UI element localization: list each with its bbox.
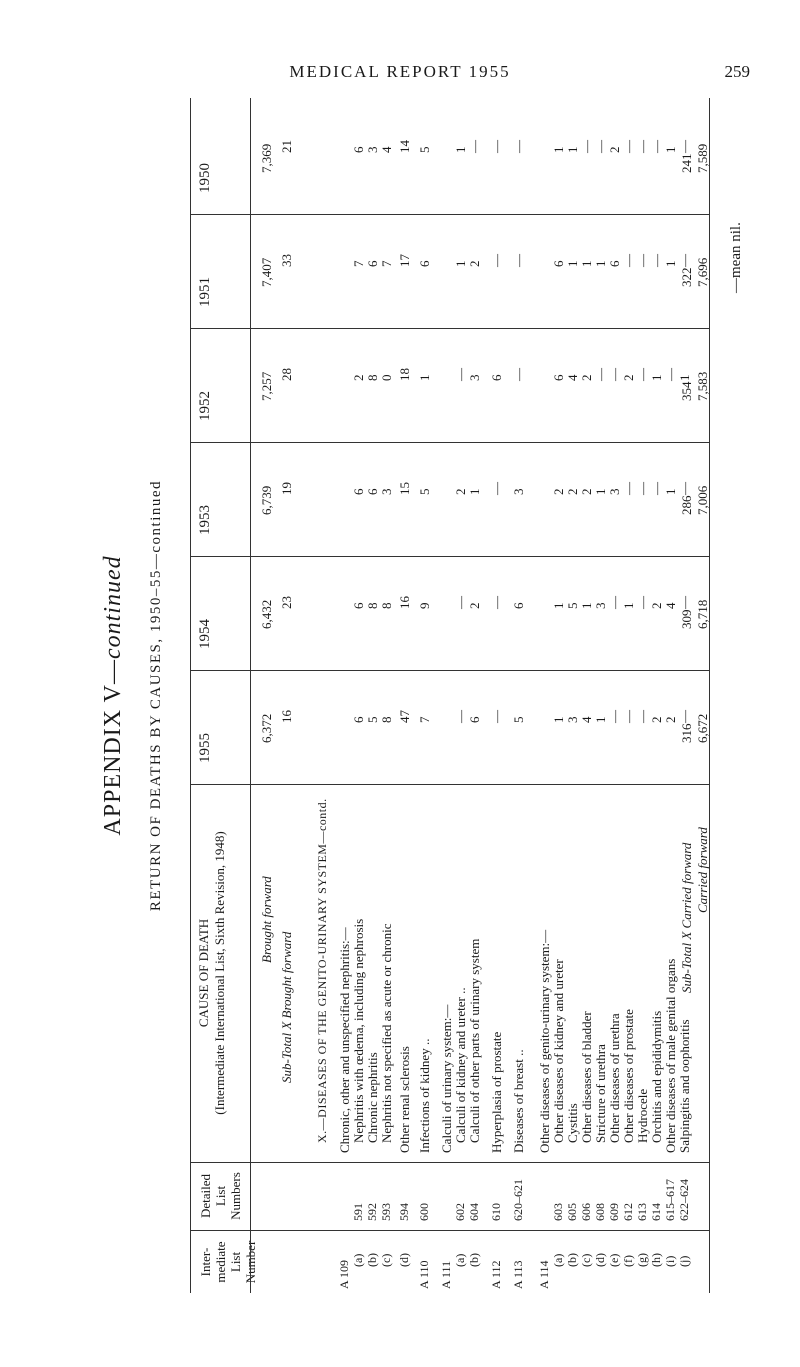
intermediate-list-number: (i) [663, 1255, 677, 1267]
value-cell: 2 [565, 488, 580, 495]
column-rule [190, 442, 710, 443]
value-cell: 6 [551, 374, 566, 381]
cause-of-death: Other diseases of bladder [579, 1011, 594, 1143]
section-title: X.—DISEASES OF THE GENITO-URINARY SYSTEM—contd. [315, 798, 329, 1143]
intermediate-list-number: (b) [565, 1253, 579, 1267]
value-cell: 8 [365, 374, 380, 381]
value-cell: 2 [453, 488, 468, 495]
value-cell: 2 [649, 716, 664, 723]
cause-of-death: Hydrocele [635, 1088, 650, 1143]
intermediate-list-number: (j) [677, 1255, 691, 1267]
value-cell: 6 [489, 374, 504, 381]
value-cell: — [649, 140, 664, 153]
cause-of-death: Other diseases of kidney and ureter [551, 959, 566, 1143]
value-cell: 3 [511, 488, 526, 495]
value-cell: 1 [593, 260, 608, 267]
page-title: MEDICAL REPORT 1955 [289, 62, 511, 81]
value-cell: 1 [579, 260, 594, 267]
detailed-list-number: 609 [607, 1203, 621, 1221]
value-cell: 316 [679, 723, 694, 743]
value-cell: — [579, 140, 594, 153]
value-cell: 4 [663, 602, 678, 609]
value-cell: 7,696 [695, 257, 710, 287]
value-cell: 6,432 [259, 599, 274, 629]
column-rule [190, 556, 710, 557]
value-cell: — [677, 140, 692, 153]
value-cell: 309 [679, 609, 694, 629]
value-cell: 2 [649, 602, 664, 609]
intermediate-list-number: A 109 [337, 1259, 351, 1289]
value-cell: 6,372 [259, 713, 274, 743]
value-cell: — [677, 482, 692, 495]
value-cell: — [593, 140, 608, 153]
detailed-list-number: 608 [593, 1203, 607, 1221]
intermediate-list-number: (a) [551, 1253, 565, 1267]
value-cell: — [489, 140, 504, 153]
value-cell: 33 [279, 254, 294, 267]
value-cell: 1 [649, 374, 664, 381]
value-cell: 7 [379, 260, 394, 267]
page-number: 259 [724, 62, 750, 81]
footnote: —mean nil. [728, 222, 744, 293]
value-cell: 6,739 [259, 485, 274, 515]
column-rule [190, 784, 710, 785]
value-cell: 14 [397, 140, 412, 153]
value-cell: 6 [417, 260, 432, 267]
table-subtitle: RETURN OF DEATHS BY CAUSES, 1950–55—continued [148, 479, 164, 912]
value-cell: 241 [679, 153, 694, 173]
cause-of-death: Calculi of other parts of urinary system [467, 938, 482, 1143]
intermediate-list-number: A 110 [417, 1260, 431, 1289]
value-cell: — [677, 596, 692, 609]
detailed-list-number: 613 [635, 1203, 649, 1221]
value-cell: — [635, 482, 650, 495]
column-rule [190, 214, 710, 215]
value-cell: 6 [351, 488, 366, 495]
value-cell: 6 [365, 260, 380, 267]
cause-of-death: Brought forward [259, 876, 274, 963]
value-cell: — [607, 596, 622, 609]
cause-of-death: Other diseases of male genital organs [663, 958, 678, 1153]
value-cell: 2 [551, 488, 566, 495]
value-cell: 1 [593, 488, 608, 495]
column-rule [190, 328, 710, 329]
detailed-list-number: 604 [467, 1203, 481, 1221]
value-cell: 1 [663, 488, 678, 495]
value-cell: 2 [663, 716, 678, 723]
value-cell: 28 [279, 368, 294, 381]
value-cell: 5 [417, 488, 432, 495]
value-cell: — [453, 710, 468, 723]
header-year: 1954 [197, 619, 213, 649]
cause-of-death: Cystitis [565, 1103, 580, 1143]
value-cell: 1 [663, 146, 678, 153]
intermediate-list-number: (e) [607, 1253, 621, 1267]
value-cell: 7,006 [695, 485, 710, 515]
value-cell: 3 [467, 374, 482, 381]
cause-of-death: Calculi of urinary system:— [439, 1004, 454, 1153]
value-cell: 1 [593, 716, 608, 723]
cause-of-death: Hyperplasia of prostate [489, 1031, 504, 1153]
detailed-list-number: 615–617 [663, 1179, 677, 1221]
cause-of-death: Nephritis not specified as acute or chronic [379, 923, 394, 1143]
header-cause-sub: (Intermediate International List, Sixth Revision, 1948) [212, 831, 227, 1115]
value-cell: 8 [379, 602, 394, 609]
value-cell: 6 [467, 716, 482, 723]
value-cell: — [649, 482, 664, 495]
value-cell: 1 [467, 488, 482, 495]
value-cell: — [677, 254, 692, 267]
value-cell: — [663, 368, 678, 381]
table-top-rule [190, 98, 191, 1293]
cause-of-death: Chronic, other and unspecified nephritis:— [337, 927, 352, 1153]
intermediate-list-number: A 113 [511, 1260, 525, 1289]
value-cell: 1 [551, 716, 566, 723]
intermediate-list-number: A 114 [537, 1260, 551, 1289]
value-cell: 1 [579, 602, 594, 609]
deaths-table [190, 98, 710, 1293]
value-cell: 1 [621, 602, 636, 609]
value-cell: 6 [607, 260, 622, 267]
intermediate-list-number: (a) [453, 1253, 467, 1267]
value-cell: 15 [397, 482, 412, 495]
appendix-title-suffix: continued [100, 555, 126, 660]
value-cell: 47 [397, 710, 412, 723]
value-cell: 16 [397, 596, 412, 609]
value-cell: — [489, 254, 504, 267]
value-cell: 7,257 [259, 371, 274, 401]
value-cell: 6 [551, 260, 566, 267]
detailed-list-number: 594 [397, 1203, 411, 1221]
intermediate-list-number: (g) [635, 1253, 649, 1267]
value-cell: 7 [417, 716, 432, 723]
value-cell: 19 [279, 482, 294, 495]
value-cell: 5 [511, 716, 526, 723]
value-cell: 6 [365, 488, 380, 495]
detailed-list-number: 592 [365, 1203, 379, 1221]
value-cell: 7 [351, 260, 366, 267]
value-cell: — [621, 140, 636, 153]
intermediate-list-number: (a) [351, 1253, 365, 1267]
value-cell: — [511, 368, 526, 381]
value-cell: 3 [365, 146, 380, 153]
column-rule [190, 1162, 710, 1163]
value-cell: 322 [679, 267, 694, 287]
value-cell: — [511, 140, 526, 153]
cause-of-death: Orchitis and epididymitis [649, 1010, 664, 1143]
value-cell: 6 [351, 716, 366, 723]
value-cell: 6 [351, 146, 366, 153]
value-cell: — [453, 368, 468, 381]
value-cell: — [635, 254, 650, 267]
value-cell: — [621, 482, 636, 495]
cause-of-death: Sub-Total X Carried forward [679, 842, 694, 993]
value-cell: 3 [379, 488, 394, 495]
value-cell: 7,407 [259, 257, 274, 287]
value-cell: 2 [607, 146, 622, 153]
value-cell: — [489, 710, 504, 723]
cause-of-death: Carried forward [695, 827, 710, 913]
value-cell: 2 [579, 488, 594, 495]
value-cell: 3 [607, 488, 622, 495]
value-cell: 5 [565, 602, 580, 609]
cause-of-death: Other diseases of genito-urinary system:— [537, 929, 552, 1153]
cause-of-death: Infections of kidney .. [417, 1038, 432, 1153]
value-cell: 2 [579, 374, 594, 381]
intermediate-list-number: (c) [379, 1253, 393, 1267]
value-cell: 1 [565, 146, 580, 153]
value-cell: 18 [397, 368, 412, 381]
value-cell: — [489, 482, 504, 495]
value-cell: 3 [593, 602, 608, 609]
intermediate-list-number: (b) [365, 1253, 379, 1267]
intermediate-list-number: (h) [649, 1253, 663, 1267]
cause-of-death: Salpingitis and oophoritis [677, 1019, 692, 1153]
value-cell: 354 [679, 381, 694, 401]
value-cell: 1 [453, 260, 468, 267]
value-cell: — [635, 710, 650, 723]
value-cell: — [635, 140, 650, 153]
cause-of-death: Nephritis with œdema, including nephrosis [351, 918, 366, 1143]
value-cell: 6 [511, 602, 526, 609]
appendix-title-prefix: APPENDIX V— [100, 659, 126, 836]
header-cause: CAUSE OF DEATH [196, 918, 211, 1028]
value-cell: 6,672 [695, 713, 710, 743]
value-cell: — [467, 140, 482, 153]
header-year: 1951 [197, 277, 213, 307]
value-cell: — [489, 596, 504, 609]
cause-of-death: Sub-Total X Brought forward [279, 931, 294, 1083]
value-cell: 9 [417, 602, 432, 609]
detailed-list-number: 602 [453, 1203, 467, 1221]
value-cell: 2 [351, 374, 366, 381]
cause-of-death: Other renal sclerosis [397, 1046, 412, 1153]
header-year: 1955 [197, 733, 213, 763]
cause-of-death: Chronic nephritis [365, 1052, 380, 1143]
detailed-list-number: 603 [551, 1203, 565, 1221]
value-cell: 17 [397, 254, 412, 267]
value-cell: 1 [551, 602, 566, 609]
cause-of-death: Diseases of breast .. [511, 1049, 526, 1153]
value-cell: 2 [467, 602, 482, 609]
value-cell: 1 [677, 374, 692, 381]
detailed-list-number: 620–621 [511, 1179, 525, 1221]
detailed-list-number: 614 [649, 1203, 663, 1221]
column-rule [190, 1230, 710, 1231]
value-cell: 16 [279, 710, 294, 723]
value-cell: — [635, 368, 650, 381]
value-cell: — [677, 710, 692, 723]
value-cell: 4 [579, 716, 594, 723]
value-cell: 1 [565, 260, 580, 267]
detailed-list-number: 622–624 [677, 1179, 691, 1221]
value-cell: 6 [351, 602, 366, 609]
value-cell: 23 [279, 596, 294, 609]
detailed-list-number: 610 [489, 1203, 503, 1221]
value-cell: 286 [679, 495, 694, 515]
value-cell: 3 [565, 716, 580, 723]
value-cell: — [607, 710, 622, 723]
value-cell: — [607, 368, 622, 381]
intermediate-list-number: (f) [621, 1255, 635, 1267]
header-year: 1953 [197, 505, 213, 535]
detailed-list-number: 612 [621, 1203, 635, 1221]
value-cell: 8 [365, 602, 380, 609]
value-cell: 7,583 [695, 371, 710, 401]
value-cell: — [635, 596, 650, 609]
value-cell: 1 [663, 260, 678, 267]
appendix-title [100, 98, 127, 1293]
detailed-list-number: 600 [417, 1203, 431, 1221]
cause-of-death: Other diseases of urethra [607, 1013, 622, 1143]
rotated-table-page [100, 98, 744, 1293]
intermediate-list-number: (c) [579, 1253, 593, 1267]
intermediate-list-number: (d) [593, 1253, 607, 1267]
value-cell: 4 [379, 146, 394, 153]
detailed-list-number: 591 [351, 1203, 365, 1221]
page-header [0, 62, 800, 92]
column-rule [190, 670, 710, 671]
header-rule [250, 98, 251, 1293]
detailed-list-number: 605 [565, 1203, 579, 1221]
value-cell: 1 [551, 146, 566, 153]
value-cell: 1 [453, 146, 468, 153]
header-year: 1952 [197, 391, 213, 421]
value-cell: — [621, 710, 636, 723]
value-cell: 2 [467, 260, 482, 267]
value-cell: 6,718 [695, 599, 710, 629]
value-cell: — [621, 254, 636, 267]
value-cell: — [649, 254, 664, 267]
cause-of-death: Other diseases of prostate [621, 1009, 636, 1143]
value-cell: 1 [417, 374, 432, 381]
value-cell: 2 [621, 374, 636, 381]
header-detailed: Detailed List Numbers [198, 1172, 243, 1220]
header-year: 1950 [197, 163, 213, 193]
value-cell: 4 [565, 374, 580, 381]
header-intermediate: Inter-mediate List Number [198, 1240, 258, 1284]
intermediate-list-number: (b) [467, 1253, 481, 1267]
value-cell: 0 [379, 374, 394, 381]
value-cell: 5 [417, 146, 432, 153]
detailed-list-number: 593 [379, 1203, 393, 1221]
value-cell: — [453, 596, 468, 609]
intermediate-list-number: A 111 [439, 1260, 453, 1289]
value-cell: 5 [365, 716, 380, 723]
value-cell: 21 [279, 140, 294, 153]
value-cell: — [511, 254, 526, 267]
intermediate-list-number: (d) [397, 1253, 411, 1267]
value-cell: — [593, 368, 608, 381]
detailed-list-number: 606 [579, 1203, 593, 1221]
cause-of-death: Stricture of urethra [593, 1044, 608, 1143]
value-cell: 8 [379, 716, 394, 723]
cause-of-death: Calculi of kidney and ureter .. [453, 987, 468, 1143]
value-cell: 7,369 [259, 143, 274, 173]
intermediate-list-number: A 112 [489, 1260, 503, 1289]
value-cell: 7,589 [695, 143, 710, 173]
